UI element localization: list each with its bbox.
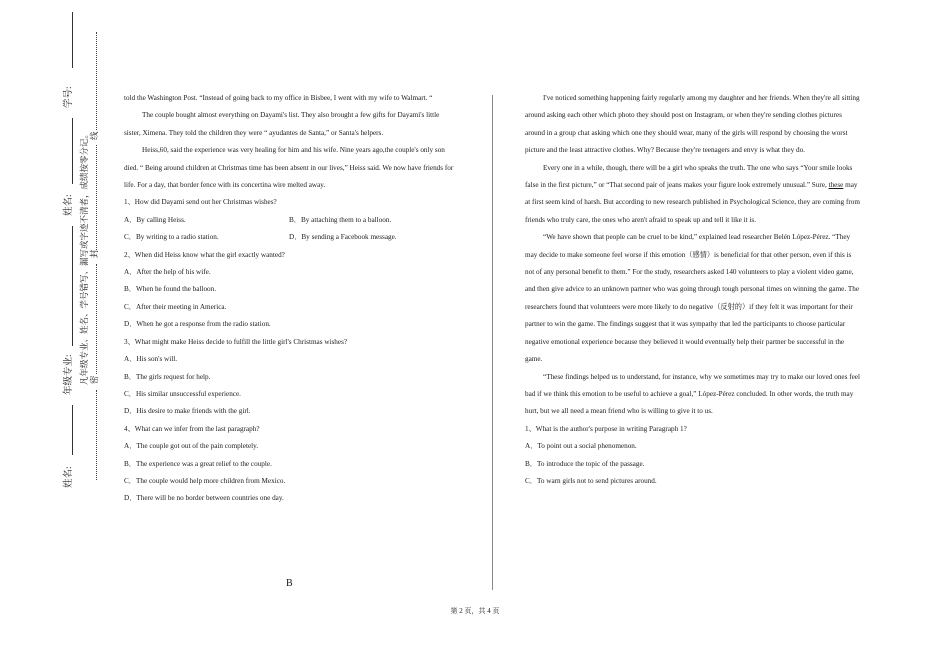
seal-mark-line: 线 [89,131,99,140]
paragraph-text: may at first seem kind of harsh. But according to new research published in Psychological Science, they are coming from friends who truly care, the ones who aren't afraid to speak up and tell it like it is. [525,181,860,224]
binding-instruction: 凡年级专业、姓名、学号错写、漏写或字迹不清者，成绩按零分记。 [79,129,89,385]
school-label: 姓名: [64,466,74,488]
section-label: B [286,578,293,589]
paragraph [525,160,860,230]
question-stem: 3、What might make Heiss decide to fulfill the little girl's Christmas wishes? [124,337,348,346]
paragraph: The couple bought almost everything on Dayami's list. They also brought a few gifts for Dayami's little sister, Ximena. They told the children they were “ ayudantes de Santa,” or Santa's helpers. [124,111,440,137]
column-divider [492,95,493,590]
grade-major-line [72,226,73,346]
option: C．His similar unsuccessful experience. [124,389,241,398]
student-id-line [72,12,73,68]
option: D．There will be no border between countries one day. [124,494,284,503]
option: C．The couple would help more children from Mexico. [124,476,286,485]
school-line [72,405,73,455]
option-row [124,229,454,246]
name-label: 姓名: [64,194,74,216]
dotted-seal-line [96,32,97,130]
option: A．To point out a social phenomenon. [525,442,637,451]
paragraph: Heiss,60, said the experience was very healing for him and his wife. Nine years ago,the couple's only son died. “ Being around children at Christmas time has been absent in our lives,” Heiss said. We now have friends for life. For a day, that border fence with its concertina wire melted away. [124,146,454,190]
paragraph-text: Every one in a while, though, there will be a girl who speaks the truth. The one who says “Your smile looks false in the first picture,” or “That second pair of jeans makes your figure look extremely unusual.” Sure, [525,163,853,190]
option: A．By calling Heiss. [124,215,186,224]
paragraph: “These findings helped us to understand, for instance, why we sometimes may try to make our loved ones feel bad if we think this emotion to be useful to achieve a goal,” López-Pérez concluded. In other words, the truth may hurt, but we all need a mean friend who is willing to give it to us. [525,372,860,416]
binding-margin [0,0,110,672]
dotted-seal-line [96,145,97,250]
option-row [124,212,454,229]
option: B．By attaching them to a balloon. [289,215,392,224]
option: D．When he got a response from the radio station. [124,320,271,329]
question-stem: 1、How did Dayami send out her Christmas wishes? [124,198,277,207]
left-column [124,90,454,508]
option: C．To warn girls not to send pictures around. [525,476,657,485]
option: C．By writing to a radio station. [124,233,219,242]
question-stem: 4、What can we infer from the last paragraph? [124,424,260,433]
option: B．When he found the balloon. [124,285,217,294]
seal-mark-seal: 密 [89,375,99,384]
paragraph: told the Washington Post. “Instead of going back to my office in Bisbee, I went with my wife to Walmart. “ [124,94,433,102]
option: A．After the help of his wife. [124,268,211,277]
option: B．The girls request for help. [124,372,211,381]
dotted-seal-line [96,264,97,374]
paragraph: I've noticed something happening fairly regularly among my daughter and her friends. When they're all sitting around asking each other which photo they should post on Instagram, or when they're sending clothes pictures around in a group chat asking which one they should wear, many of the girls will respond by choosing the worst picture and the least attractive clothes. Why? Because they're teenagers and envy is what they do. [525,94,860,155]
paragraph: “We have shown that people can be cruel to be kind,” explained lead researcher Belén López-Pérez. “They may decide to make someone feel worse if this emotion（感情）is beneficial for that other person, even if this is not of any personal benefit to them.” For the study, researchers asked 140 volunteers to play a violent video game, and then give advice to an unknown partner who was going through tough personal times on winning the game. The researchers found that volunteers were more likely to do negative（反射的）if they felt it was important for their partner to win the game. The findings suggest that it was sympathy that led the participants to choose particular negative emotional experience because they believed it would eventually help their partner be successful in the game. [525,233,860,364]
option: B．The experience was a great relief to the couple. [124,459,272,468]
question-stem: 1、What is the author's purpose in writing Paragraph 1? [525,424,687,433]
student-id-label: 学号: [64,86,74,108]
option: D．His desire to make friends with the girl. [124,407,251,416]
option: B．To introduce the topic of the passage. [525,459,645,468]
dotted-seal-line [96,390,97,480]
name-line [72,118,73,184]
question-stem: 2、When did Heiss know what the girl exactly wanted? [124,250,285,259]
option: C．After their meeting in America. [124,302,227,311]
option: D．By sending a Facebook message. [289,233,397,242]
page-number: 第 2 页，共 4 页 [450,607,500,615]
right-column [525,90,860,490]
seal-mark-fold: 封 [89,249,99,258]
underlined-word: these [828,181,844,190]
grade-major-label: 年级专业: [64,354,74,395]
option: A．The couple got out of the pain completely. [124,442,259,451]
option: A．His son's will. [124,355,178,364]
